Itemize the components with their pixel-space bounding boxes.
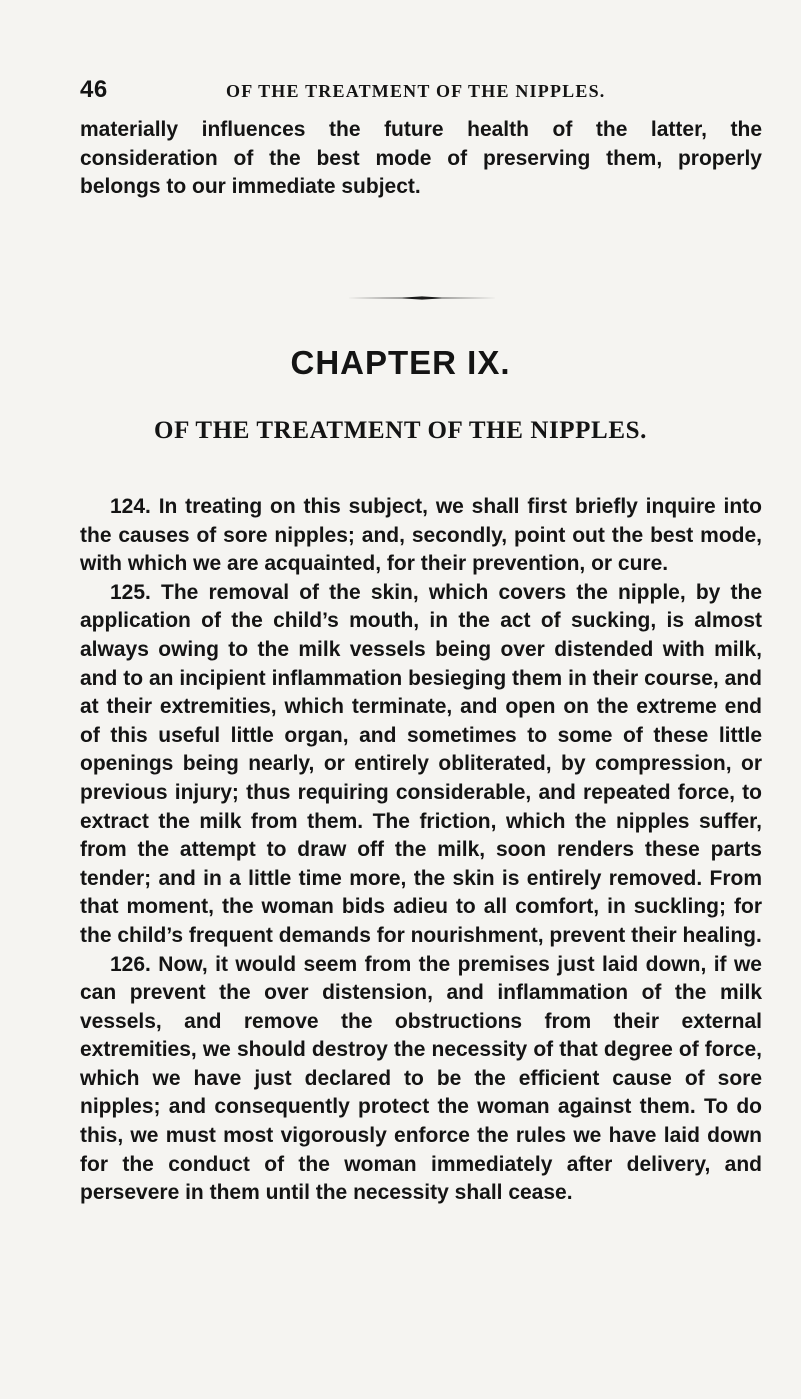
running-head	[80, 76, 740, 104]
section-divider	[347, 296, 497, 300]
chapter-heading: CHAPTER IX.	[290, 344, 511, 381]
continuation-paragraph: materially influences the future health of the latter, the consideration of the best mode of preserving them, properly belongs to our immediate subject.	[80, 118, 762, 199]
divider-rule-graphic	[347, 296, 497, 300]
paragraph-125: 125. The removal of the skin, which covers the nipple, by the application of the child’s mouth, in the act of sucking, is almost always owing to the milk vessels being over distended with milk, and to an incipient inflammation besieging them in their course, and at their extremities, which terminate, and open on the extreme end of this useful little organ, and sometimes to some of these little openings being nearly, or entirely obliterated, by compression, or previous injury; thus requiring considerable, and repeated force, to extract the milk from them. The friction, which the nipples suffer, from the attempt to draw off the milk, soon renders these parts tender; and in a little time more, the skin is entirely removed. From that moment, the woman bids adieu to all comfort, in suckling; for the child’s frequent demands for nourishment, prevent their healing.	[80, 580, 762, 947]
page-number: 46	[80, 76, 108, 103]
running-title: OF THE TREATMENT OF THE NIPPLES.	[226, 81, 606, 101]
chapter-body	[80, 493, 762, 1208]
chapter-title: OF THE TREATMENT OF THE NIPPLES.	[154, 417, 647, 444]
paragraph-124: 124. In treating on this subject, we shall first briefly inquire into the causes of sore nipples; and, secondly, point out the best mode, with which we are acquainted, for their prevention, or cure.	[80, 495, 762, 576]
paragraph-126: 126. Now, it would seem from the premises just laid down, if we can prevent the over distension, and inflammation of the milk vessels, and remove the obstructions from their external extremities, we should destroy the necessity of that degree of force, which we have just declared to be the efficient cause of sore nipples; and consequently protect the woman against them. To do this, we must most vigorously enforce the rules we have laid down for the conduct of the woman immediately after delivery, and persevere in them until the necessity shall cease.	[80, 952, 762, 1205]
